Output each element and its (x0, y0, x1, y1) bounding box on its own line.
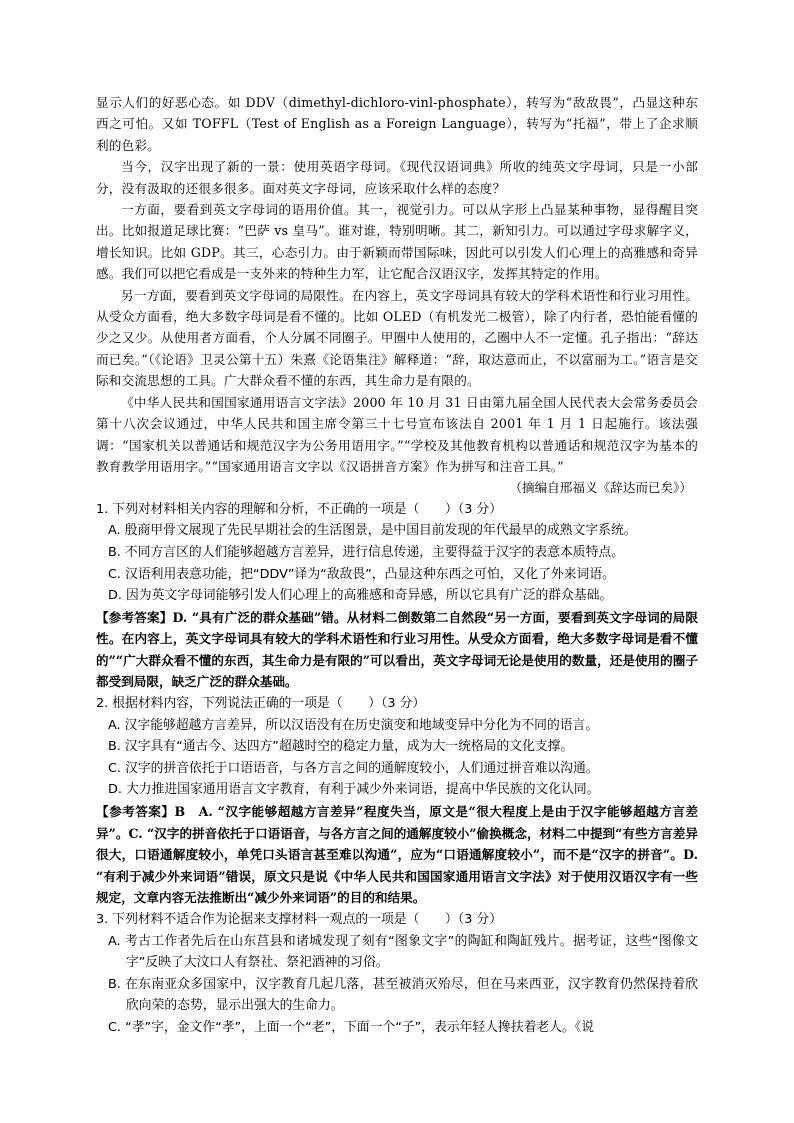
passage-paragraph: 《中华人民共和国国家通用语言文字法》2000 年 10 月 31 日由第九届全国人民代表大会常务委员会第十八次会议通过，中华人民共和国主席令第三十七号宣布该法自 2001 年 1 月 1 日起施行。该法强调：“国家机关以普通话和规范汉字为公务用语用字。”“学校及其他教育机构以普通话和规范汉字为基本的教育教学用语用字。”“国家通用语言文字以《汉语拼音方案》作为拼写和注音工具。” (96, 394, 698, 474)
passage-paragraph: 一方面，要看到英文字母词的语用价值。其一，视觉引力。可以从字形上凸显某种事物，显得醒目突出。比如报道足球比赛：“巴萨 vs 皇马”。谁对谁，特别明晰。其二，新知引力。可以通过字母求解字义，增长知识。比如 GDP。其三，心态引力。由于新颖而带国际味，因此可以引发人们心理上的高雅感和奇异感。我们可以把它看成是一支外来的特种生力军，让它配合汉语汉字，发挥其特定的作用。 (96, 202, 698, 282)
question-3-stem: 3. 下列材料不适合作为论据来支撑材料一观点的一项是（ ）（3 分） (96, 912, 502, 927)
question-2-answer: 【参考答案】B A. “汉字能够超越方言差异”程度失当，原文是“很大程度上是由于汉字能够超越方言差异”。C. “汉字的拼音依托于口语语音，与各方言之间的通解度较小”偷换概念，材料二中提到“有些方言差异很大，口语通解度较小，单凭口头语言甚至难以沟通”，应为“口语通解度较小”，而不是“汉字的拼音”。D. “有利于减少外来词语”错误，原文只是说《中华人民共和国国家通用语言文字法》对于使用汉语汉字有一些规定，文章内容无法推断出“减少外来词语”的目的和结果。 (96, 804, 698, 906)
question-2-option-c: C. 汉字的拼音依托于口语语音，与各方言之间的通解度较小，人们通过拼音难以沟通。 (108, 760, 599, 776)
question-1-option-a: A. 殷商甲骨文展现了先民早期社会的生活图景，是中国目前发现的年代最早的成熟文字系统。 (108, 523, 637, 539)
passage-source: （摘编自邢福义《辞达而已矣》） (509, 480, 692, 496)
question-2-stem: 2. 根据材料内容，下列说法正确的一项是（ ）（3 分） (96, 696, 426, 712)
passage-paragraph: 显示人们的好恶心态。如 DDV（dimethyl-dichloro-vinl-phosphate），转写为“敌敌畏”，凸显这种东西之可怕。又如 TOFFL（Test of English as a Foreign Language），转写为“托福”，带上了企求顺利的色彩。 (96, 95, 698, 153)
question-1-option-d: D. 因为英文字母词能够引发人们心理上的高雅感和奇异感，所以它具有广泛的群众基础。 (108, 588, 613, 604)
question-2-option-b: B. 汉字具有“通古今、达四方”超越时空的稳定力量，成为大一统格局的文化支撑。 (108, 739, 574, 755)
question-1-stem: 1. 下列对材料相关内容的理解和分析，不正确的一项是（ ）（3 分） (96, 501, 502, 517)
question-1-option-c: C. 汉语利用表意功能，把“DDV”译为“敌敌畏”，凸显这种东西之可怕，又化了外来词语。 (108, 566, 615, 582)
question-3-option-a: A. 考古工作者先后在山东莒县和诸城发现了刻有“图象文字”的陶缸和陶缸残片。据考证，这些“图像文字”反映了大汶口人有祭社、祭祀酒神的习俗。 (108, 933, 698, 971)
question-1-option-b: B. 不同方言区的人们能够超越方言差异，进行信息传递，主要得益于汉字的表意本质特点。 (108, 544, 624, 560)
question-1-answer: 【参考答案】D. “具有广泛的群众基础”错。从材料二倒数第二自然段“另一方面，要看到英文字母词的局限性。在内容上，英文字母词具有较大的学科术语性和行业习用性。从受众方面看，绝大多数字母词是看不懂的”“广大群众看不懂的东西，其生命力是有限的”可以看出，英文字母词无论是使用的数量，还是使用的圈子都受到局限，缺乏广泛的群众基础。 (96, 609, 698, 690)
passage-paragraph: 另一方面，要看到英文字母词的局限性。在内容上，英文字母词具有较大的学科术语性和行业习用性。从受众方面看，绝大多数字母词是看不懂的。比如 OLED（有机发光二极管），除了内行者，恐怕能看懂的少之又少。从使用者方面看，个人分属不同圈子。甲圈中人使用的，乙圈中人不一定懂。孔子指出：“辞达而已矣。”（《论语》卫灵公第十五）朱熹《论语集注》解释道：“辞，取达意而止，不以富丽为工。”语言是交际和交流思想的工具。广大群众看不懂的东西，其生命力是有限的。 (96, 287, 698, 389)
question-3-option-c: C. “孝”字，金文作“孝”，上面一个“老”，下面一个“子”，表示年轻人搀扶着老人。《说 (108, 1019, 595, 1035)
question-2-option-d: D. 大力推进国家通用语言文字教育，有利于减少外来词语，提高中华民族的文化认同。 (108, 782, 600, 798)
question-2-option-a: A. 汉字能够超越方言差异，所以汉语没有在历史演变和地域变异中分化为不同的语言。 (108, 717, 599, 733)
passage-paragraph: 当今，汉字出现了新的一景：使用英语字母词。《现代汉语词典》所收的纯英文字母词，只是一小部分，没有汲取的还很多很多。面对英文字母词，应该采取什么样的态度？ (96, 159, 698, 196)
question-3-option-b: B. 在东南亚众多国家中，汉字教育几起几落，甚至被消灭殆尽，但在马来西亚，汉字教育仍然保持着欣欣向荣的态势，显示出强大的生命力。 (108, 976, 698, 1014)
